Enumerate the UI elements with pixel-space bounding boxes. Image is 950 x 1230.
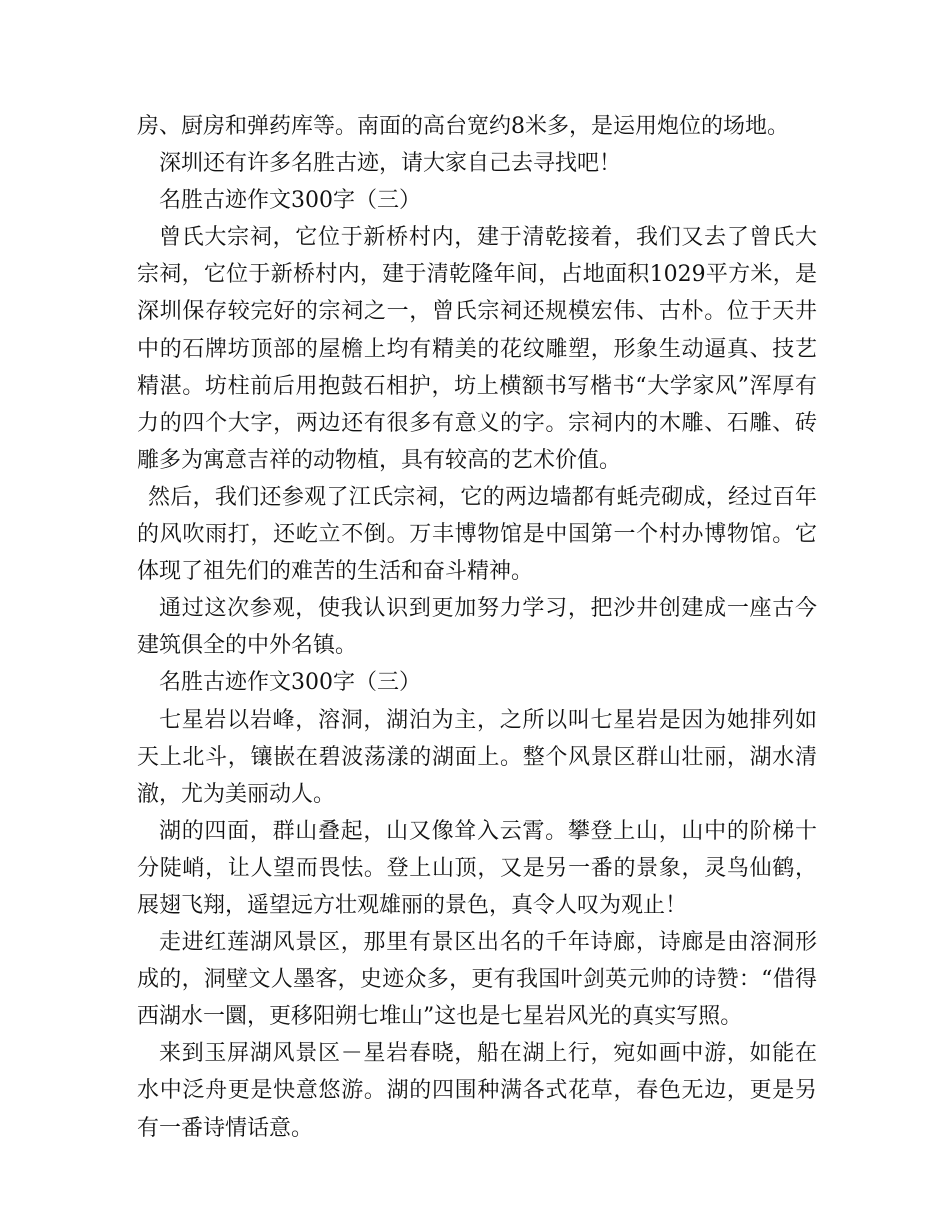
paragraph: 然后，我们还参观了江氏宗祠，它的两边墙都有蚝壳砌成，经过百年的风吹雨打，还屹立不倒。万丰博物馆是中国第一个村办博物馆。它体现了祖先们的难苦的生活和奋斗精神。 — [137, 484, 817, 585]
paragraph: 通过这次参观，使我认识到更加努力学习，把沙井创建成一座古今建筑俱全的中外名镇。 — [137, 596, 817, 659]
paragraph: 深圳还有许多名胜古迹，请大家自己去寻找吧！ — [159, 151, 622, 177]
paragraph: 走进红莲湖风景区，那里有景区出名的千年诗廊，诗廊是由溶洞形成的，洞壁文人墨客，史迹众多，更有我国叶剑英元帅的诗赞：“借得西湖水一圜，更移阳朔七堆山”这也是七星岩风光的真实写照。 — [137, 930, 817, 1030]
section-heading: 名胜古迹作文300字（三） — [159, 670, 421, 696]
paragraph: 来到玉屏湖风景区－星岩春晓，船在湖上行，宛如画中游，如能在水中泛舟更是快意悠游。湖的四围种满各式花草，春色无边，更是另有一番诗情话意。 — [137, 1041, 817, 1141]
paragraph: 曾氏大宗祠，它位于新桥村内，建于清乾接着，我们又去了曾氏大宗祠，它位于新桥村内，建于清乾隆年间，占地面积1029平方米，是深圳保存较完好的宗祠之一，曾氏宗祠还规模宏伟、古朴。位于天井中的石牌坊顶部的屋檐上均有精美的花纹雕塑，形象生动逼真、技艺精湛。坊柱前后用抱鼓石相护，坊上横额书写楷书“大学家风”浑厚有力的四个大字，两边还有很多有意义的字。宗祠内的木雕、石雕、砖雕多为寓意吉祥的动物植，具有较高的艺术价值。 — [137, 225, 817, 473]
paragraph-continuation: 房、厨房和弹药库等。南面的高台宽约8米多，是运用炮位的场地。 — [137, 114, 789, 139]
paragraph: 湖的四面，群山叠起，山又像耸入云霄。攀登上山，山中的阶梯十分陡峭，让人望而畏怯。登上山顶，又是另一番的景象，灵鸟仙鹤，展翅飞翔，遥望远方壮观雄丽的景色，真令人叹为观止！ — [137, 818, 817, 918]
section-heading: 名胜古迹作文300字（三） — [159, 188, 421, 214]
document-body — [137, 108, 817, 1147]
paragraph: 七星岩以岩峰，溶洞，湖泊为主，之所以叫七星岩是因为她排列如天上北斗，镶嵌在碧波荡漾的湖面上。整个风景区群山壮丽，湖水清澈，尤为美丽动人。 — [137, 707, 817, 807]
